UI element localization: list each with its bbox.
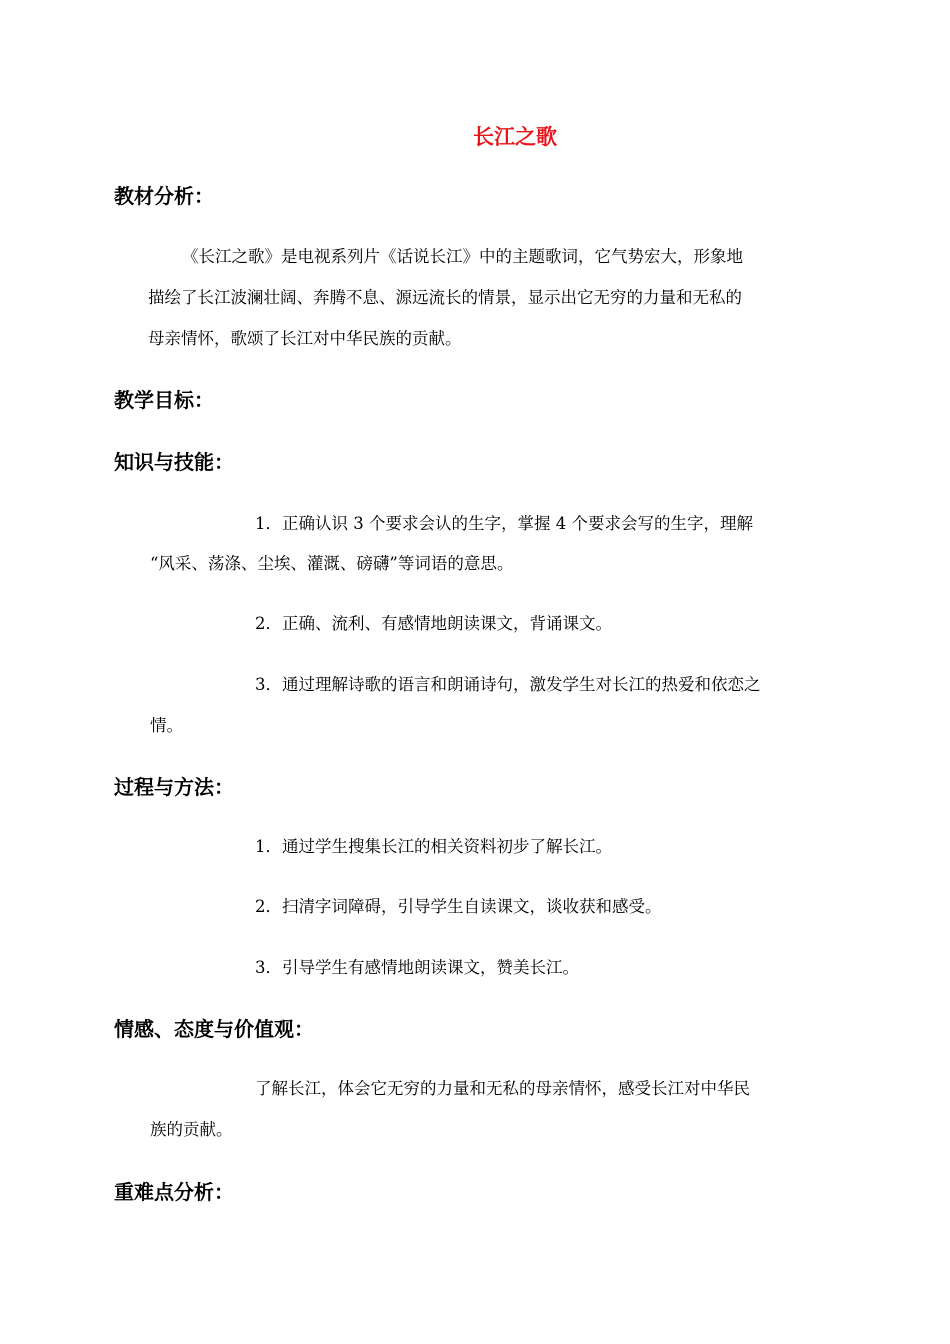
- heading-knowledge: 知识与技能：: [114, 450, 234, 474]
- heading-goals: 教学目标：: [114, 388, 214, 412]
- emotion-line-2: 族的贡献。: [150, 1120, 233, 1139]
- heading-analysis: 教材分析：: [114, 184, 214, 208]
- analysis-line-1: 《长江之歌》是电视系列片《话说长江》中的主题歌词，它气势宏大，形象地: [182, 247, 743, 266]
- analysis-line-3: 母亲情怀，歌颂了长江对中华民族的贡献。: [148, 329, 462, 348]
- emotion-line-1: 了解长江，体会它无穷的力量和无私的母亲情怀，感受长江对中华民: [255, 1079, 750, 1098]
- heading-emotion: 情感、态度与价值观：: [114, 1017, 314, 1041]
- knowledge-item-3-line-2: 情。: [150, 716, 183, 735]
- heading-difficulty: 重难点分析：: [114, 1180, 234, 1204]
- knowledge-item-3-line-1: 3．通过理解诗歌的语言和朗诵诗句，激发学生对长江的热爱和依恋之: [255, 675, 761, 694]
- document-title: 长江之歌: [473, 125, 557, 149]
- heading-process: 过程与方法：: [114, 775, 234, 799]
- knowledge-item-1-line-2: “风采、荡涤、尘埃、灌溉、磅礴”等词语的意思。: [150, 554, 514, 573]
- process-item-1: 1．通过学生搜集长江的相关资料初步了解长江。: [255, 837, 612, 856]
- process-item-2: 2．扫清字词障碍，引导学生自读课文，谈收获和感受。: [255, 897, 662, 916]
- knowledge-item-1-line-1: 1．正确认识 3 个要求会认的生字，掌握 4 个要求会写的生字，理解: [255, 514, 753, 533]
- knowledge-item-2: 2．正确、流利、有感情地朗读课文，背诵课文。: [255, 614, 612, 633]
- process-item-3: 3．引导学生有感情地朗读课文，赞美长江。: [255, 958, 579, 977]
- analysis-line-2: 描绘了长江波澜壮阔、奔腾不息、源远流长的情景，显示出它无穷的力量和无私的: [148, 288, 742, 307]
